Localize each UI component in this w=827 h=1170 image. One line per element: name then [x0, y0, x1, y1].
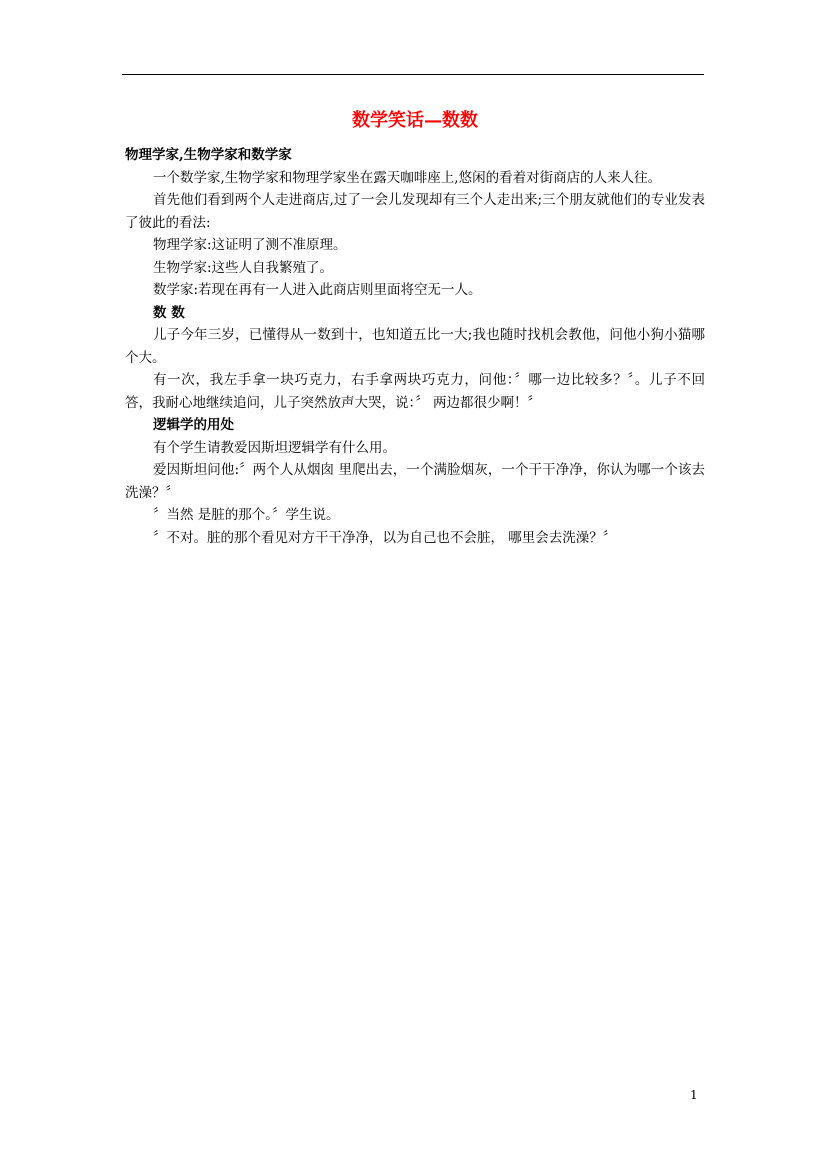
paragraph: 〞不对。脏的那个看见对方干干净净，以为自己也不会脏， 哪里会去洗澡？〞: [153, 529, 617, 546]
paragraph: 爱因斯坦问他:〞两个人从烟囱 里爬出去，一个满脸烟灰，一个干干净净，你认为哪一个该去洗澡？〞: [125, 462, 705, 501]
paragraph: 有一次，我左手拿一块巧克力，右手拿两块巧克力，问他：〞哪一边比较多？〞。儿子不回答，我耐心地继续追问，儿子突然放声大哭，说：〞 两边都很少啊！〞: [125, 372, 705, 411]
document-body: [125, 108, 705, 549]
paragraph: 一个数学家,生物学家和物理学家坐在露天咖啡座上,悠闲的看着对街商店的人来人往。: [153, 169, 662, 186]
paragraph: 物理学家:这证明了测不准原理。: [153, 237, 347, 253]
paragraph: 〞当然 是脏的那个。〞学生说。: [153, 507, 340, 523]
paragraph: 首先他们看到两个人走进商店,过了一会儿发现却有三个人走出来;三个朋友就他们的专业发表了彼此的看法:: [125, 192, 705, 231]
paragraph: 数学家:若现在再有一人进入此商店则里面将空无一人。: [153, 282, 482, 298]
section-heading-counting: 数 数: [153, 304, 185, 321]
header-rule: [122, 74, 704, 75]
paragraph: 儿子今年三岁，已懂得从一数到十，也知道五比一大;我也随时找机会教他，问他小狗小猫哪个大。: [125, 327, 705, 366]
paragraph: 有个学生请教爱因斯坦逻辑学有什么用。: [153, 439, 396, 456]
section-heading-scientists: 物理学家,生物学家和数学家: [125, 147, 292, 163]
page-number: 1: [690, 1088, 698, 1102]
paragraph: 生物学家:这些人自我繁殖了。: [153, 259, 334, 276]
document-title: 数学笑话—数数: [352, 110, 478, 131]
section-heading-logic: 逻辑学的用处: [153, 417, 234, 433]
